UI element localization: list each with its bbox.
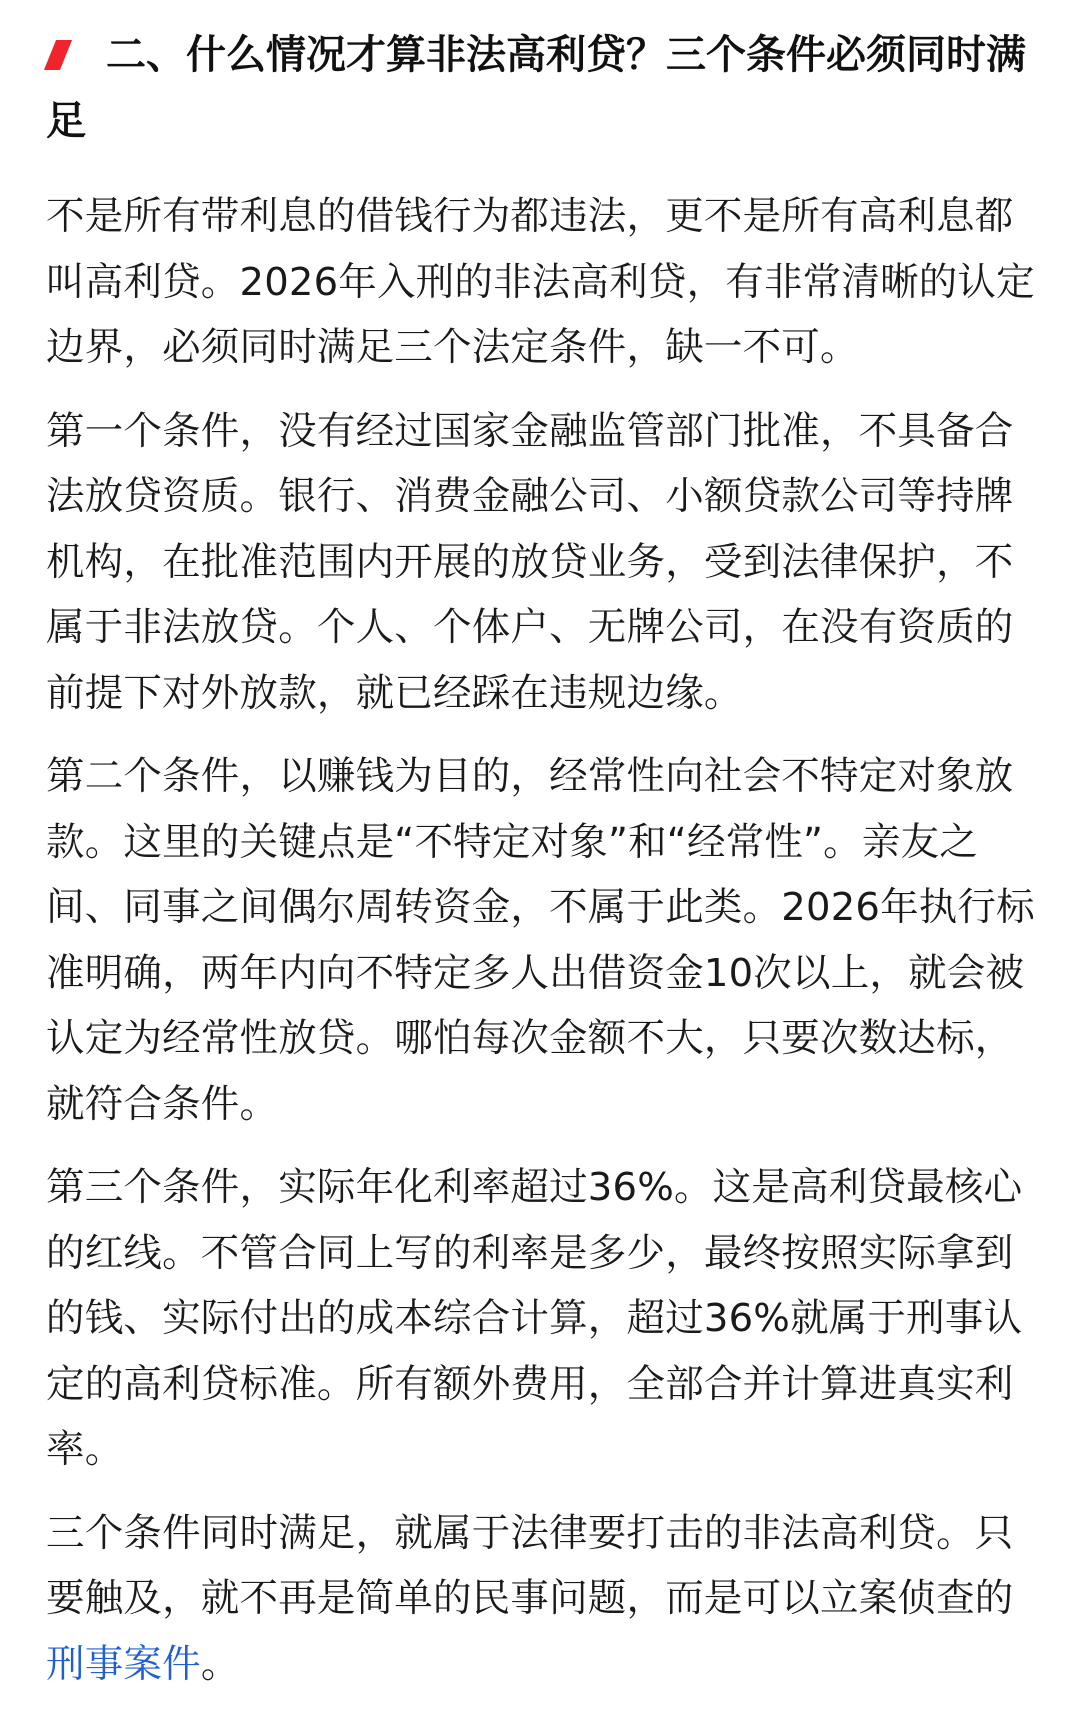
paragraph-condition-3: 第三个条件，实际年化利率超过36%。这是高利贷最核心的红线。不管合同上写的利率是多少，最终按照实际拿到的钱、实际付出的成本综合计算，超过36%就属于刑事认定的高利贷标准。所有额外费用，全部合并计算进真实利率。 <box>46 1165 1023 1472</box>
criminal-case-link[interactable]: 刑事案件 <box>46 1641 201 1687</box>
closing-text: 三个条件同时满足，就属于法律要打击的非法高利贷。只要触及，就不再是简单的民事问题，而是可以立案侦查的 <box>46 1510 1014 1621</box>
closing-end: 。 <box>200 1641 240 1687</box>
paragraph-closing <box>46 1501 1036 1698</box>
section-heading-text: 二、什么情况才算非法高利贷？三个条件必须同时满足 <box>46 32 1026 144</box>
section-heading <box>46 22 1036 154</box>
paragraph-condition-1: 第一个条件，没有经过国家金融监管部门批准，不具备合法放贷资质。银行、消费金融公司、小额贷款公司等持牌机构，在批准范围内开展的放贷业务，受到法律保护，不属于非法放贷。个人、个体户、无牌公司，在没有资质的前提下对外放款，就已经踩在违规边缘。 <box>46 408 1014 716</box>
paragraph-condition-2: 第二个条件，以赚钱为目的，经常性向社会不特定对象放款。这里的关键点是“不特定对象”和“经常性”。亲友之间、同事之间偶尔周转资金，不属于此类。2026年执行标准明确，两年内向不特定多人出借资金10次以上，就会被认定为经常性放贷。哪怕每次金额不大，只要次数达标，就符合条件。 <box>46 754 1035 1127</box>
paragraph-intro: 不是所有带利息的借钱行为都违法，更不是所有高利息都叫高利贷。2026年入刑的非法高利贷，有非常清晰的认定边界，必须同时满足三个法定条件，缺一不可。 <box>46 194 1035 370</box>
heading-marker-icon <box>44 40 72 70</box>
article <box>46 22 1036 1715</box>
